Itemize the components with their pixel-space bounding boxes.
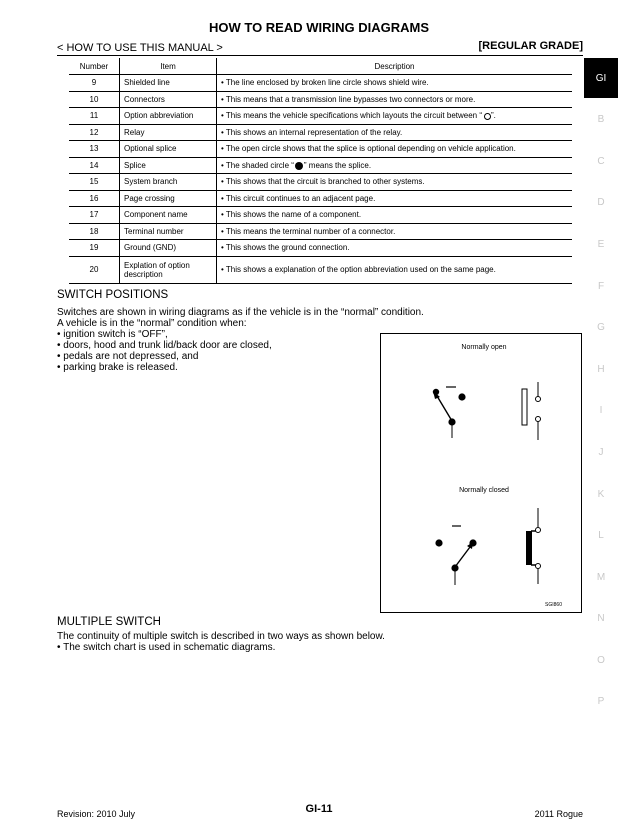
desc-text: ” means the splice. (303, 160, 372, 170)
footer-model: 2011 Rogue (534, 809, 583, 819)
cell-number: 16 (69, 190, 120, 207)
cell-item: Terminal number (120, 223, 217, 240)
actuator-bar (526, 531, 532, 565)
table-header-row (69, 58, 572, 75)
sidebar-item-j[interactable]: J (598, 447, 604, 458)
table-row (69, 223, 572, 240)
switch-blade (455, 547, 470, 567)
switch-diagram (381, 334, 581, 612)
cell-item: Optional splice (120, 141, 217, 158)
open-switch-manual (433, 387, 466, 438)
table-row (69, 240, 572, 257)
cell-description: • This means that a transmission line bypasses two connectors or more. (217, 91, 573, 108)
switch-figure (380, 333, 582, 613)
sidebar-item-m[interactable]: M (596, 572, 606, 583)
sidebar-item-d[interactable]: D (597, 197, 605, 208)
cell-item: Shielded line (120, 75, 217, 92)
switch-positions-heading: SWITCH POSITIONS (57, 289, 169, 301)
text-line: • pedals are not depressed, and (57, 351, 199, 362)
cell-description: • This shows that the circuit is branched to other systems. (217, 174, 573, 191)
cell-number: 10 (69, 91, 120, 108)
open-switch-relay (522, 382, 541, 440)
desc-text: ”. (491, 111, 496, 121)
contact-dot (435, 539, 442, 546)
normally-open-label: Normally open (461, 344, 507, 351)
text-line: The continuity of multiple switch is described in two ways as shown below. (57, 631, 385, 642)
desc-text: • This means the vehicle specifications which layouts the circuit between “ (221, 111, 482, 121)
cell-description: • This shows the ground connection. (217, 240, 573, 257)
cell-item: System branch (120, 174, 217, 191)
cell-number: 12 (69, 124, 120, 141)
cell-item: Relay (120, 124, 217, 141)
sidebar-tab-gi[interactable]: GI (584, 58, 618, 98)
filled-circle-icon (295, 162, 303, 170)
cell-description: • This circuit continues to an adjacent page. (217, 190, 573, 207)
table-row (69, 207, 572, 224)
multiple-switch-text (57, 631, 385, 653)
grade-label: [REGULAR GRADE] (478, 40, 583, 52)
header-description: Description (217, 58, 573, 75)
text-line: Switches are shown in wiring diagrams as if the vehicle is in the “normal” condition. (57, 307, 424, 318)
wiring-symbols-table (69, 58, 572, 284)
footer-revision: Revision: 2010 July (57, 809, 136, 819)
cell-description: • This means the terminal number of a connector. (217, 223, 573, 240)
cell-item: Component name (120, 207, 217, 224)
cell-number: 18 (69, 223, 120, 240)
text-line: A vehicle is in the “normal” condition when: (57, 318, 247, 329)
page-title: HOW TO READ WIRING DIAGRAMS (208, 20, 430, 35)
cell-number: 9 (69, 75, 120, 92)
open-circle-icon (484, 113, 491, 120)
normally-closed-label: Normally closed (459, 487, 509, 494)
sidebar-item-k[interactable]: K (597, 489, 605, 500)
cell-item: Connectors (120, 91, 217, 108)
contact-circle (536, 417, 541, 422)
cell-item: Option abbreviation (120, 108, 217, 125)
sidebar-item-l[interactable]: L (598, 530, 604, 541)
cell-description: • The line enclosed by broken line circle shows shield wire. (217, 75, 573, 92)
text-line: • doors, hood and trunk lid/back door are closed, (57, 340, 272, 351)
table-row (69, 256, 572, 283)
table-row (69, 124, 572, 141)
cell-number: 11 (69, 108, 120, 125)
text-line: • ignition switch is “OFF”, (57, 329, 168, 340)
actuator-bar (522, 389, 527, 425)
sidebar-item-f[interactable]: F (597, 281, 605, 292)
cell-number: 17 (69, 207, 120, 224)
cell-item-line: Explation of option (124, 260, 190, 270)
cell-number: 15 (69, 174, 120, 191)
multiple-switch-heading: MULTIPLE SWITCH (57, 616, 161, 628)
cell-item: Page crossing (120, 190, 217, 207)
closed-switch-manual (435, 526, 476, 585)
table-row (69, 108, 572, 125)
header-number: Number (69, 58, 120, 75)
contact-circle (536, 528, 541, 533)
switch-positions-text (57, 307, 424, 373)
text-line: • The switch chart is used in schematic diagrams. (57, 642, 276, 653)
sidebar-item-i[interactable]: I (599, 405, 603, 416)
cell-description: • This shows a explanation of the option abbreviation used on the same page. (217, 256, 573, 283)
switch-blade (437, 396, 452, 421)
sidebar-item-o[interactable]: O (597, 655, 605, 666)
cell-item-line: description (124, 269, 163, 279)
header-item: Item (120, 58, 217, 75)
sidebar-item-n[interactable]: N (597, 613, 605, 624)
contact-dot (451, 564, 458, 571)
cell-item: Splice (120, 157, 217, 174)
cell-description: • This shows the name of a component. (217, 207, 573, 224)
contact-dot (458, 393, 465, 400)
cell-item: Ground (GND) (120, 240, 217, 257)
figure-code: SGI860 (545, 602, 562, 608)
cell-number: 19 (69, 240, 120, 257)
cell-item (120, 256, 217, 283)
contact-circle (536, 564, 541, 569)
header-rule (57, 55, 583, 56)
table-row (69, 190, 572, 207)
desc-text: • The shaded circle “ (221, 160, 294, 170)
table-row (69, 91, 572, 108)
table-row (69, 174, 572, 191)
table-row (69, 157, 572, 174)
table-row (69, 141, 572, 158)
sidebar-item-h[interactable]: H (597, 364, 605, 375)
contact-dot (448, 418, 455, 425)
cell-description: • This shows an internal representation of the relay. (217, 124, 573, 141)
cell-number: 14 (69, 157, 120, 174)
cell-number: 13 (69, 141, 120, 158)
footer-page-number: GI-11 (305, 803, 333, 815)
cell-description: • The open circle shows that the splice is optional depending on vehicle application. (217, 141, 573, 158)
sidebar-item-b[interactable]: B (597, 114, 605, 125)
cell-description (217, 108, 573, 125)
cell-description (217, 157, 573, 174)
text-line: • parking brake is released. (57, 362, 178, 373)
sidebar-item-p[interactable]: P (597, 696, 605, 707)
table-row (69, 75, 572, 92)
sidebar-item-e[interactable]: E (597, 239, 605, 250)
sidebar-item-c[interactable]: C (597, 156, 605, 167)
cell-number: 20 (69, 256, 120, 283)
sidebar-item-g[interactable]: G (597, 322, 605, 333)
breadcrumb: < HOW TO USE THIS MANUAL > (57, 42, 223, 54)
contact-circle (536, 397, 541, 402)
closed-switch-relay (526, 508, 541, 584)
